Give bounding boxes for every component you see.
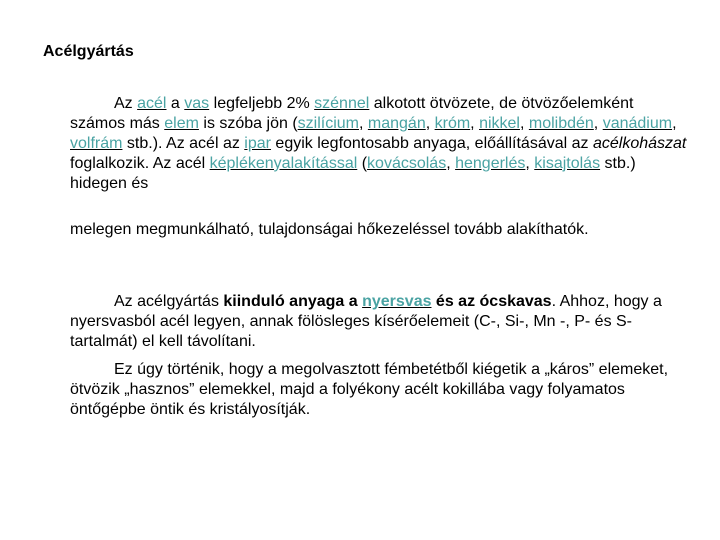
link-elem[interactable]: elem	[164, 115, 199, 132]
link-kisajtolas[interactable]: kisajtolás	[534, 155, 601, 172]
text: ,	[519, 115, 529, 132]
link-szen[interactable]: szénnel	[314, 95, 370, 112]
link-hengerles[interactable]: hengerlés	[455, 155, 526, 172]
text: legfeljebb 2%	[209, 95, 315, 112]
page-title: Acélgyártás	[43, 43, 134, 60]
link-mangan[interactable]: mangán	[367, 115, 426, 132]
text: ,	[525, 155, 535, 172]
text: is szóba jön (	[198, 115, 298, 132]
link-vas[interactable]: vas	[184, 95, 210, 112]
paragraph-intro-continued: melegen megmunkálható, tulajdonságai hőkezeléssel tovább alakíthatók.	[70, 221, 589, 238]
text: alkotott ötvözete, de ötvözőelemként számos más	[70, 95, 634, 132]
link-krom[interactable]: króm	[434, 115, 471, 132]
paragraph-intro	[70, 94, 690, 194]
paragraph-process	[70, 360, 690, 420]
text: Az acélgyártás	[114, 293, 224, 310]
bold-text: és az ócskavas	[431, 293, 552, 310]
paragraph-raw-materials	[70, 292, 690, 352]
link-volfram[interactable]: volfrám	[70, 135, 123, 152]
link-ipar[interactable]: ipar	[244, 135, 271, 152]
text: ,	[470, 115, 480, 132]
link-acel[interactable]: acél	[137, 95, 167, 112]
link-szilicium[interactable]: szilícium	[297, 115, 359, 132]
text: egyik legfontosabb anyaga, előállításával az	[270, 135, 593, 152]
italic-term: acélkohászat	[592, 135, 687, 152]
text: stb.) hidegen és	[70, 155, 636, 192]
text: ,	[593, 115, 603, 132]
link-nikkel[interactable]: nikkel	[479, 115, 520, 132]
text: ,	[425, 115, 435, 132]
text: Ez úgy történik, hogy a megolvasztott fémbetétből kiégetik a „káros” elemeket, ötvözik „hasznos” elemekkel, majd a folyékony acélt kokillába vagy folyamatos öntőgépbe öntik és kristályosítják.	[70, 361, 669, 418]
link-kovacsolas[interactable]: kovácsolás	[367, 155, 447, 172]
bold-text: kiinduló anyaga a	[223, 293, 363, 310]
link-vanadium[interactable]: vanádium	[602, 115, 673, 132]
link-molibden[interactable]: molibdén	[528, 115, 594, 132]
text: ,	[446, 155, 456, 172]
link-keplekenyalakitas[interactable]: képlékenyalakítással	[209, 155, 358, 172]
text: (	[357, 155, 368, 172]
text: . Ahhoz, hogy a nyersvasból acél legyen, annak fölösleges kísérőelemeit (C-, Si-, Mn -, P- és S-tartalmát) el kell távolítani.	[70, 293, 662, 350]
link-nyersvas[interactable]: nyersvas	[362, 293, 432, 310]
text: a	[166, 95, 185, 112]
text: ,	[672, 115, 677, 132]
text: ,	[359, 115, 368, 132]
text: foglalkozik. Az acél	[70, 155, 210, 172]
text: Az	[114, 95, 138, 112]
text: stb.). Az acél az	[122, 135, 245, 152]
